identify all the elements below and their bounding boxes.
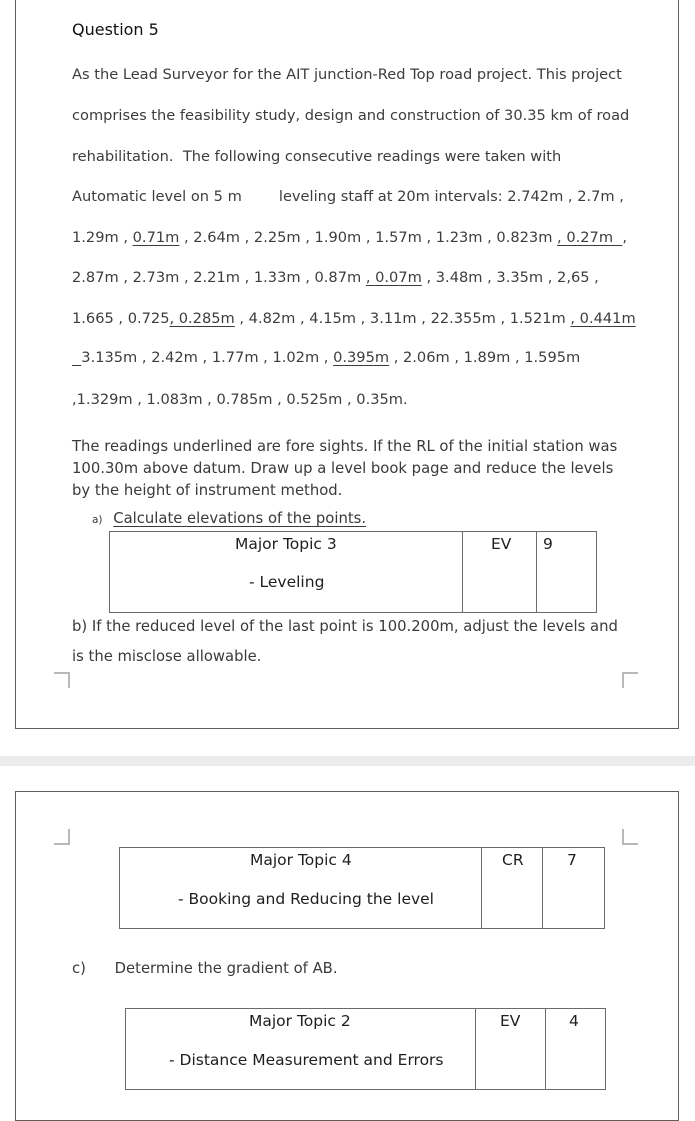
foresight-reading: , 0.441m [570,310,636,327]
reading-line [72,107,629,124]
question-title: Question 5 [72,20,159,39]
part-a-text: Calculate elevations of the points. [113,510,367,527]
reading-text: comprises the feasibility study, design and construction of 30.35 km of road [72,107,630,124]
foresight-reading: , 0.27m [557,229,623,246]
reading-line [72,148,561,165]
reading-line [72,229,627,246]
crop-mark-left [54,672,70,688]
crop-mark-right [622,672,638,688]
topic-title: Major Topic 2 [249,1012,351,1030]
document-page-2 [15,791,679,1121]
topic-box-booking [119,847,605,929]
crop-mark-right [622,829,638,845]
reading-line [72,391,408,408]
foresight-reading: 0.395m [333,349,390,366]
reading-text: , 2.06m , 1.89m , 1.595m [389,349,581,366]
part-a-label: a) [92,514,103,526]
foresight-reading: 0.71m [132,229,180,246]
topic-code: EV [491,535,512,553]
part-b: b) If the reduced level of the last point is 100.200m, adjust the levels and is the misclose allowable. [72,618,618,665]
reading-text: , 4.82m , 4.15m , 3.11m , 22.355m , 1.521m [234,310,571,327]
crop-mark-left [54,829,70,845]
topic-number: 4 [569,1012,579,1030]
foresight-reading [72,349,81,366]
reading-line [72,188,624,205]
part-c-text: Determine the gradient of AB. [114,960,338,977]
topic-code: EV [500,1012,521,1030]
topic-subtitle: - Booking and Reducing the level [178,890,434,908]
topic-subtitle: - Leveling [249,573,325,591]
topic-number: 9 [543,535,553,553]
reading-text: ,1.329m , 1.083m , 0.785m , 0.525m , 0.35m. [72,391,408,408]
reading-text: 1.665 , 0.725 [72,310,170,327]
reading-text: 1.29m , [72,229,133,246]
foresight-reading: , 0.285m [169,310,235,327]
reading-text: , 2.64m , 2.25m , 1.90m , 1.57m , 1.23m , 0.823m [179,229,558,246]
instructions-paragraph: The readings underlined are fore sights. If the RL of the initial station was 100.30m above datum. Draw up a level book page and reduce the levels by the height of instrument method. [72,438,618,499]
topic-code: CR [502,851,524,869]
part-a [92,510,366,527]
reading-line [72,66,622,83]
reading-line [72,349,580,366]
reading-line [72,310,636,327]
reading-text: , [622,229,627,246]
topic-number: 7 [567,851,577,869]
topic-title: Major Topic 3 [235,535,337,553]
topic-subtitle: - Distance Measurement and Errors [169,1051,444,1069]
topic-box-distance [125,1008,606,1090]
part-c [72,960,338,977]
reading-line [72,269,599,286]
document-page-1 [15,0,679,729]
reading-text: rehabilitation. The following consecutive readings were taken with [72,148,562,165]
reading-text: Automatic level on 5 m leveling staff at 20m intervals: 2.742m , 2.7m , [72,188,624,205]
topic-box-leveling [109,531,597,613]
part-c-label: c) [72,960,86,977]
page-separator [0,756,695,766]
reading-text: As the Lead Surveyor for the AIT junction-Red Top road project. This project [72,66,622,83]
foresight-reading: , 0.07m [365,269,422,286]
topic-title: Major Topic 4 [250,851,352,869]
reading-text: , 3.48m , 3.35m , 2,65 , [421,269,599,286]
reading-text: 3.135m , 2.42m , 1.77m , 1.02m , [81,349,334,366]
reading-text: 2.87m , 2.73m , 2.21m , 1.33m , 0.87m [72,269,366,286]
